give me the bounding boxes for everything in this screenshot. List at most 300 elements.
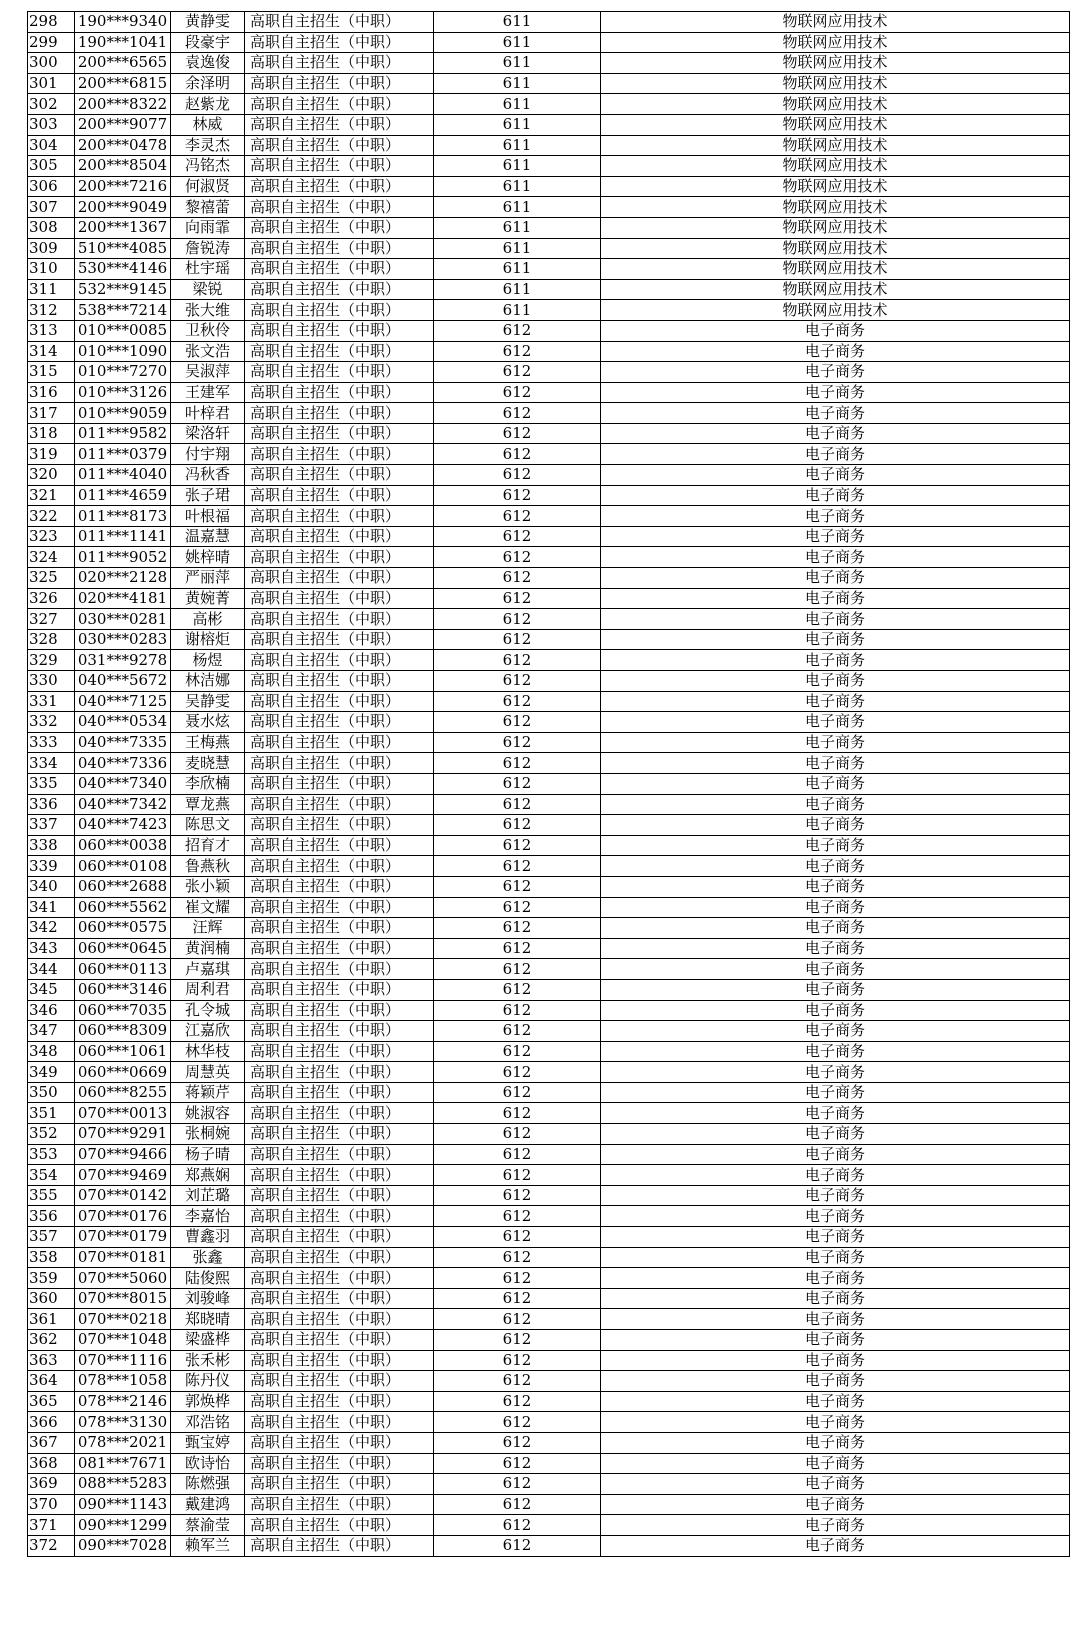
admission-type-cell: 高职自主招生（中职） — [245, 238, 434, 259]
admission-type-cell: 高职自主招生（中职） — [245, 835, 434, 856]
table-row — [28, 1474, 1070, 1495]
row-number-cell: 355 — [28, 1185, 75, 1206]
major-code-cell: 612 — [434, 465, 601, 486]
table-row — [28, 1391, 1070, 1412]
table-row — [28, 1206, 1070, 1227]
row-number-cell: 309 — [28, 238, 75, 259]
candidate-id-cell: 200***9049 — [75, 197, 171, 218]
student-name-cell: 周慧英 — [171, 1062, 245, 1083]
candidate-id-cell: 088***5283 — [75, 1474, 171, 1495]
candidate-id-cell: 070***1116 — [75, 1350, 171, 1371]
table-row — [28, 176, 1070, 197]
row-number-cell: 338 — [28, 835, 75, 856]
student-name-cell: 陈丹仪 — [171, 1371, 245, 1392]
row-number-cell: 346 — [28, 1000, 75, 1021]
major-name-cell: 电子商务 — [601, 773, 1070, 794]
candidate-id-cell: 060***0645 — [75, 938, 171, 959]
admission-type-cell: 高职自主招生（中职） — [245, 526, 434, 547]
table-row — [28, 1412, 1070, 1433]
major-code-cell: 612 — [434, 1082, 601, 1103]
admission-type-cell: 高职自主招生（中职） — [245, 1021, 434, 1042]
admission-type-cell: 高职自主招生（中职） — [245, 506, 434, 527]
table-row — [28, 362, 1070, 383]
row-number-cell: 343 — [28, 938, 75, 959]
row-number-cell: 316 — [28, 382, 75, 403]
candidate-id-cell: 090***1299 — [75, 1515, 171, 1536]
major-name-cell: 物联网应用技术 — [601, 114, 1070, 135]
student-name-cell: 郑晓晴 — [171, 1309, 245, 1330]
table-body — [28, 12, 1070, 1557]
major-code-cell: 612 — [434, 403, 601, 424]
admission-type-cell: 高职自主招生（中职） — [245, 382, 434, 403]
row-number-cell: 326 — [28, 588, 75, 609]
admission-type-cell: 高职自主招生（中职） — [245, 1330, 434, 1351]
candidate-id-cell: 070***9291 — [75, 1124, 171, 1145]
candidate-id-cell: 010***1090 — [75, 341, 171, 362]
admission-type-cell: 高职自主招生（中职） — [245, 156, 434, 177]
row-number-cell: 358 — [28, 1247, 75, 1268]
table-row — [28, 650, 1070, 671]
student-name-cell: 严丽萍 — [171, 568, 245, 589]
candidate-id-cell: 040***0534 — [75, 712, 171, 733]
major-code-cell: 612 — [434, 876, 601, 897]
major-name-cell: 物联网应用技术 — [601, 94, 1070, 115]
row-number-cell: 348 — [28, 1041, 75, 1062]
student-name-cell: 刘骏峰 — [171, 1288, 245, 1309]
admission-type-cell: 高职自主招生（中职） — [245, 1432, 434, 1453]
row-number-cell: 349 — [28, 1062, 75, 1083]
table-row — [28, 547, 1070, 568]
major-code-cell: 612 — [434, 856, 601, 877]
admission-type-cell: 高职自主招生（中职） — [245, 1288, 434, 1309]
row-number-cell: 313 — [28, 320, 75, 341]
row-number-cell: 319 — [28, 444, 75, 465]
candidate-id-cell: 070***0013 — [75, 1103, 171, 1124]
table-row — [28, 382, 1070, 403]
row-number-cell: 312 — [28, 300, 75, 321]
row-number-cell: 308 — [28, 217, 75, 238]
admission-type-cell: 高职自主招生（中职） — [245, 1165, 434, 1186]
major-code-cell: 612 — [434, 1391, 601, 1412]
major-name-cell: 电子商务 — [601, 609, 1070, 630]
row-number-cell: 342 — [28, 918, 75, 939]
major-code-cell: 612 — [434, 712, 601, 733]
major-code-cell: 612 — [434, 897, 601, 918]
major-name-cell: 电子商务 — [601, 1062, 1070, 1083]
admission-type-cell: 高职自主招生（中职） — [245, 1062, 434, 1083]
table-row — [28, 1288, 1070, 1309]
student-name-cell: 张大维 — [171, 300, 245, 321]
candidate-id-cell: 070***8015 — [75, 1288, 171, 1309]
student-name-cell: 蔡渝莹 — [171, 1515, 245, 1536]
table-row — [28, 773, 1070, 794]
admission-type-cell: 高职自主招生（中职） — [245, 1124, 434, 1145]
row-number-cell: 335 — [28, 773, 75, 794]
row-number-cell: 317 — [28, 403, 75, 424]
admission-type-cell: 高职自主招生（中职） — [245, 1041, 434, 1062]
table-row — [28, 217, 1070, 238]
row-number-cell: 363 — [28, 1350, 75, 1371]
row-number-cell: 315 — [28, 362, 75, 383]
row-number-cell: 323 — [28, 526, 75, 547]
admission-type-cell: 高职自主招生（中职） — [245, 341, 434, 362]
candidate-id-cell: 040***7340 — [75, 773, 171, 794]
major-name-cell: 电子商务 — [601, 362, 1070, 383]
row-number-cell: 327 — [28, 609, 75, 630]
major-code-cell: 612 — [434, 773, 601, 794]
row-number-cell: 351 — [28, 1103, 75, 1124]
row-number-cell: 331 — [28, 691, 75, 712]
student-name-cell: 戴建鸿 — [171, 1494, 245, 1515]
candidate-id-cell: 040***7423 — [75, 815, 171, 836]
major-code-cell: 611 — [434, 53, 601, 74]
admission-type-cell: 高职自主招生（中职） — [245, 568, 434, 589]
major-name-cell: 电子商务 — [601, 1000, 1070, 1021]
admission-type-cell: 高职自主招生（中职） — [245, 279, 434, 300]
major-code-cell: 612 — [434, 423, 601, 444]
candidate-id-cell: 200***9077 — [75, 114, 171, 135]
row-number-cell: 322 — [28, 506, 75, 527]
candidate-id-cell: 200***8504 — [75, 156, 171, 177]
row-number-cell: 310 — [28, 259, 75, 280]
candidate-id-cell: 530***4146 — [75, 259, 171, 280]
admission-type-cell: 高职自主招生（中职） — [245, 423, 434, 444]
admission-type-cell: 高职自主招生（中职） — [245, 362, 434, 383]
row-number-cell: 337 — [28, 815, 75, 836]
row-number-cell: 345 — [28, 979, 75, 1000]
student-name-cell: 黄润楠 — [171, 938, 245, 959]
student-name-cell: 詹锐涛 — [171, 238, 245, 259]
table-row — [28, 959, 1070, 980]
table-row — [28, 1535, 1070, 1556]
major-name-cell: 物联网应用技术 — [601, 73, 1070, 94]
admission-type-cell: 高职自主招生（中职） — [245, 1535, 434, 1556]
student-name-cell: 孔令城 — [171, 1000, 245, 1021]
table-row — [28, 279, 1070, 300]
candidate-id-cell: 040***7335 — [75, 732, 171, 753]
row-number-cell: 330 — [28, 671, 75, 692]
admission-type-cell: 高职自主招生（中职） — [245, 1474, 434, 1495]
major-name-cell: 电子商务 — [601, 1227, 1070, 1248]
major-name-cell: 电子商务 — [601, 897, 1070, 918]
admission-type-cell: 高职自主招生（中职） — [245, 897, 434, 918]
major-name-cell: 电子商务 — [601, 671, 1070, 692]
candidate-id-cell: 011***4659 — [75, 485, 171, 506]
major-code-cell: 612 — [434, 1144, 601, 1165]
major-name-cell: 物联网应用技术 — [601, 12, 1070, 33]
table-row — [28, 1021, 1070, 1042]
row-number-cell: 361 — [28, 1309, 75, 1330]
table-row — [28, 485, 1070, 506]
table-row — [28, 1494, 1070, 1515]
student-name-cell: 冯秋香 — [171, 465, 245, 486]
candidate-id-cell: 030***0281 — [75, 609, 171, 630]
candidate-id-cell: 532***9145 — [75, 279, 171, 300]
table-row — [28, 526, 1070, 547]
candidate-id-cell: 190***1041 — [75, 32, 171, 53]
admission-type-cell: 高职自主招生（中职） — [245, 753, 434, 774]
admission-type-cell: 高职自主招生（中职） — [245, 712, 434, 733]
student-name-cell: 梁盛桦 — [171, 1330, 245, 1351]
major-code-cell: 612 — [434, 835, 601, 856]
major-code-cell: 612 — [434, 1350, 601, 1371]
major-code-cell: 611 — [434, 12, 601, 33]
student-name-cell: 蒋颖芹 — [171, 1082, 245, 1103]
table-row — [28, 815, 1070, 836]
major-code-cell: 612 — [434, 1041, 601, 1062]
table-row — [28, 1062, 1070, 1083]
student-name-cell: 卢嘉琪 — [171, 959, 245, 980]
major-name-cell: 电子商务 — [601, 506, 1070, 527]
student-name-cell: 张小颖 — [171, 876, 245, 897]
student-name-cell: 鲁燕秋 — [171, 856, 245, 877]
major-name-cell: 电子商务 — [601, 423, 1070, 444]
table-row — [28, 1268, 1070, 1289]
major-code-cell: 612 — [434, 547, 601, 568]
row-number-cell: 332 — [28, 712, 75, 733]
admission-type-cell: 高职自主招生（中职） — [245, 12, 434, 33]
major-name-cell: 电子商务 — [601, 979, 1070, 1000]
candidate-id-cell: 200***0478 — [75, 135, 171, 156]
table-row — [28, 444, 1070, 465]
candidate-id-cell: 010***7270 — [75, 362, 171, 383]
major-name-cell: 电子商务 — [601, 341, 1070, 362]
student-name-cell: 刘芷璐 — [171, 1185, 245, 1206]
admission-type-cell: 高职自主招生（中职） — [245, 1206, 434, 1227]
major-name-cell: 电子商务 — [601, 320, 1070, 341]
student-name-cell: 周利君 — [171, 979, 245, 1000]
major-code-cell: 612 — [434, 1412, 601, 1433]
candidate-id-cell: 200***8322 — [75, 94, 171, 115]
row-number-cell: 354 — [28, 1165, 75, 1186]
candidate-id-cell: 090***1143 — [75, 1494, 171, 1515]
major-name-cell: 电子商务 — [601, 938, 1070, 959]
major-code-cell: 612 — [434, 732, 601, 753]
major-name-cell: 电子商务 — [601, 1206, 1070, 1227]
student-name-cell: 袁逸俊 — [171, 53, 245, 74]
major-code-cell: 612 — [434, 506, 601, 527]
student-name-cell: 姚淑容 — [171, 1103, 245, 1124]
candidate-id-cell: 011***4040 — [75, 465, 171, 486]
row-number-cell: 307 — [28, 197, 75, 218]
table-row — [28, 609, 1070, 630]
row-number-cell: 370 — [28, 1494, 75, 1515]
admission-type-cell: 高职自主招生（中职） — [245, 1268, 434, 1289]
admission-type-cell: 高职自主招生（中职） — [245, 1082, 434, 1103]
major-name-cell: 物联网应用技术 — [601, 53, 1070, 74]
row-number-cell: 367 — [28, 1432, 75, 1453]
major-code-cell: 612 — [434, 568, 601, 589]
row-number-cell: 304 — [28, 135, 75, 156]
table-row — [28, 1432, 1070, 1453]
row-number-cell: 372 — [28, 1535, 75, 1556]
major-code-cell: 612 — [434, 1309, 601, 1330]
table-row — [28, 1185, 1070, 1206]
table-row — [28, 671, 1070, 692]
student-name-cell: 梁锐 — [171, 279, 245, 300]
candidate-id-cell: 078***2021 — [75, 1432, 171, 1453]
candidate-id-cell: 081***7671 — [75, 1453, 171, 1474]
student-name-cell: 黎禧蕾 — [171, 197, 245, 218]
major-name-cell: 电子商务 — [601, 835, 1070, 856]
row-number-cell: 329 — [28, 650, 75, 671]
row-number-cell: 303 — [28, 114, 75, 135]
student-name-cell: 高彬 — [171, 609, 245, 630]
major-name-cell: 电子商务 — [601, 382, 1070, 403]
student-name-cell: 李嘉怡 — [171, 1206, 245, 1227]
major-name-cell: 物联网应用技术 — [601, 238, 1070, 259]
candidate-id-cell: 010***0085 — [75, 320, 171, 341]
candidate-id-cell: 020***4181 — [75, 588, 171, 609]
admission-type-cell: 高职自主招生（中职） — [245, 1412, 434, 1433]
admission-type-cell: 高职自主招生（中职） — [245, 32, 434, 53]
major-name-cell: 电子商务 — [601, 1144, 1070, 1165]
student-name-cell: 杜宇瑶 — [171, 259, 245, 280]
table-row — [28, 114, 1070, 135]
admission-type-cell: 高职自主招生（中职） — [245, 53, 434, 74]
major-code-cell: 612 — [434, 1453, 601, 1474]
student-name-cell: 张鑫 — [171, 1247, 245, 1268]
table-row — [28, 1103, 1070, 1124]
major-code-cell: 612 — [434, 1062, 601, 1083]
table-row — [28, 1041, 1070, 1062]
admission-type-cell: 高职自主招生（中职） — [245, 856, 434, 877]
table-row — [28, 1000, 1070, 1021]
admission-type-cell: 高职自主招生（中职） — [245, 1371, 434, 1392]
major-code-cell: 612 — [434, 1371, 601, 1392]
row-number-cell: 311 — [28, 279, 75, 300]
major-code-cell: 611 — [434, 73, 601, 94]
major-code-cell: 612 — [434, 1474, 601, 1495]
table-row — [28, 1330, 1070, 1351]
admission-type-cell: 高职自主招生（中职） — [245, 485, 434, 506]
admission-type-cell: 高职自主招生（中职） — [245, 259, 434, 280]
major-code-cell: 612 — [434, 341, 601, 362]
row-number-cell: 344 — [28, 959, 75, 980]
major-name-cell: 电子商务 — [601, 526, 1070, 547]
student-name-cell: 王建军 — [171, 382, 245, 403]
candidate-id-cell: 060***8255 — [75, 1082, 171, 1103]
admission-type-cell: 高职自主招生（中职） — [245, 300, 434, 321]
admission-type-cell: 高职自主招生（中职） — [245, 815, 434, 836]
table-row — [28, 53, 1070, 74]
admission-type-cell: 高职自主招生（中职） — [245, 1391, 434, 1412]
candidate-id-cell: 020***2128 — [75, 568, 171, 589]
student-name-cell: 陆俊熙 — [171, 1268, 245, 1289]
major-code-cell: 612 — [434, 959, 601, 980]
row-number-cell: 365 — [28, 1391, 75, 1412]
student-name-cell: 郑燕娴 — [171, 1165, 245, 1186]
candidate-id-cell: 510***4085 — [75, 238, 171, 259]
major-code-cell: 612 — [434, 671, 601, 692]
major-name-cell: 电子商务 — [601, 1288, 1070, 1309]
student-name-cell: 付宇翔 — [171, 444, 245, 465]
student-name-cell: 郭焕桦 — [171, 1391, 245, 1412]
major-name-cell: 物联网应用技术 — [601, 259, 1070, 280]
candidate-id-cell: 078***1058 — [75, 1371, 171, 1392]
row-number-cell: 334 — [28, 753, 75, 774]
major-name-cell: 电子商务 — [601, 1535, 1070, 1556]
student-name-cell: 赖军兰 — [171, 1535, 245, 1556]
major-code-cell: 612 — [434, 1021, 601, 1042]
row-number-cell: 314 — [28, 341, 75, 362]
admission-type-cell: 高职自主招生（中职） — [245, 1309, 434, 1330]
admission-type-cell: 高职自主招生（中职） — [245, 650, 434, 671]
table-row — [28, 1124, 1070, 1145]
table-row — [28, 691, 1070, 712]
row-number-cell: 364 — [28, 1371, 75, 1392]
major-name-cell: 电子商务 — [601, 1165, 1070, 1186]
admission-type-cell: 高职自主招生（中职） — [245, 547, 434, 568]
major-name-cell: 电子商务 — [601, 1515, 1070, 1536]
admission-type-cell: 高职自主招生（中职） — [245, 732, 434, 753]
major-code-cell: 611 — [434, 32, 601, 53]
student-name-cell: 邓浩铭 — [171, 1412, 245, 1433]
candidate-id-cell: 060***0108 — [75, 856, 171, 877]
major-name-cell: 电子商务 — [601, 1268, 1070, 1289]
major-code-cell: 611 — [434, 259, 601, 280]
major-code-cell: 611 — [434, 279, 601, 300]
admission-type-cell: 高职自主招生（中职） — [245, 1515, 434, 1536]
student-name-cell: 叶梓君 — [171, 403, 245, 424]
candidate-id-cell: 190***9340 — [75, 12, 171, 33]
candidate-id-cell: 060***2688 — [75, 876, 171, 897]
major-name-cell: 电子商务 — [601, 465, 1070, 486]
candidate-id-cell: 078***2146 — [75, 1391, 171, 1412]
major-name-cell: 电子商务 — [601, 403, 1070, 424]
major-name-cell: 物联网应用技术 — [601, 300, 1070, 321]
row-number-cell: 298 — [28, 12, 75, 33]
row-number-cell: 333 — [28, 732, 75, 753]
major-name-cell: 物联网应用技术 — [601, 279, 1070, 300]
row-number-cell: 300 — [28, 53, 75, 74]
student-name-cell: 杨煜 — [171, 650, 245, 671]
candidate-id-cell: 070***0218 — [75, 1309, 171, 1330]
student-name-cell: 黄婉菁 — [171, 588, 245, 609]
table-row — [28, 1515, 1070, 1536]
candidate-id-cell: 011***0379 — [75, 444, 171, 465]
major-code-cell: 612 — [434, 588, 601, 609]
row-number-cell: 352 — [28, 1124, 75, 1145]
major-name-cell: 电子商务 — [601, 1041, 1070, 1062]
table-row — [28, 835, 1070, 856]
candidate-id-cell: 040***7336 — [75, 753, 171, 774]
major-name-cell: 电子商务 — [601, 1350, 1070, 1371]
row-number-cell: 371 — [28, 1515, 75, 1536]
row-number-cell: 302 — [28, 94, 75, 115]
student-name-cell: 吴静雯 — [171, 691, 245, 712]
admission-type-cell: 高职自主招生（中职） — [245, 1185, 434, 1206]
major-name-cell: 电子商务 — [601, 588, 1070, 609]
major-code-cell: 611 — [434, 114, 601, 135]
admission-type-cell: 高职自主招生（中职） — [245, 876, 434, 897]
table-row — [28, 629, 1070, 650]
admission-type-cell: 高职自主招生（中职） — [245, 588, 434, 609]
major-code-cell: 612 — [434, 1432, 601, 1453]
candidate-id-cell: 060***0575 — [75, 918, 171, 939]
student-name-cell: 张文浩 — [171, 341, 245, 362]
major-name-cell: 电子商务 — [601, 712, 1070, 733]
table-row — [28, 73, 1070, 94]
table-row — [28, 135, 1070, 156]
candidate-id-cell: 060***7035 — [75, 1000, 171, 1021]
major-name-cell: 电子商务 — [601, 959, 1070, 980]
admission-type-cell: 高职自主招生（中职） — [245, 465, 434, 486]
student-name-cell: 林华枝 — [171, 1041, 245, 1062]
row-number-cell: 340 — [28, 876, 75, 897]
major-name-cell: 电子商务 — [601, 1494, 1070, 1515]
candidate-id-cell: 200***7216 — [75, 176, 171, 197]
